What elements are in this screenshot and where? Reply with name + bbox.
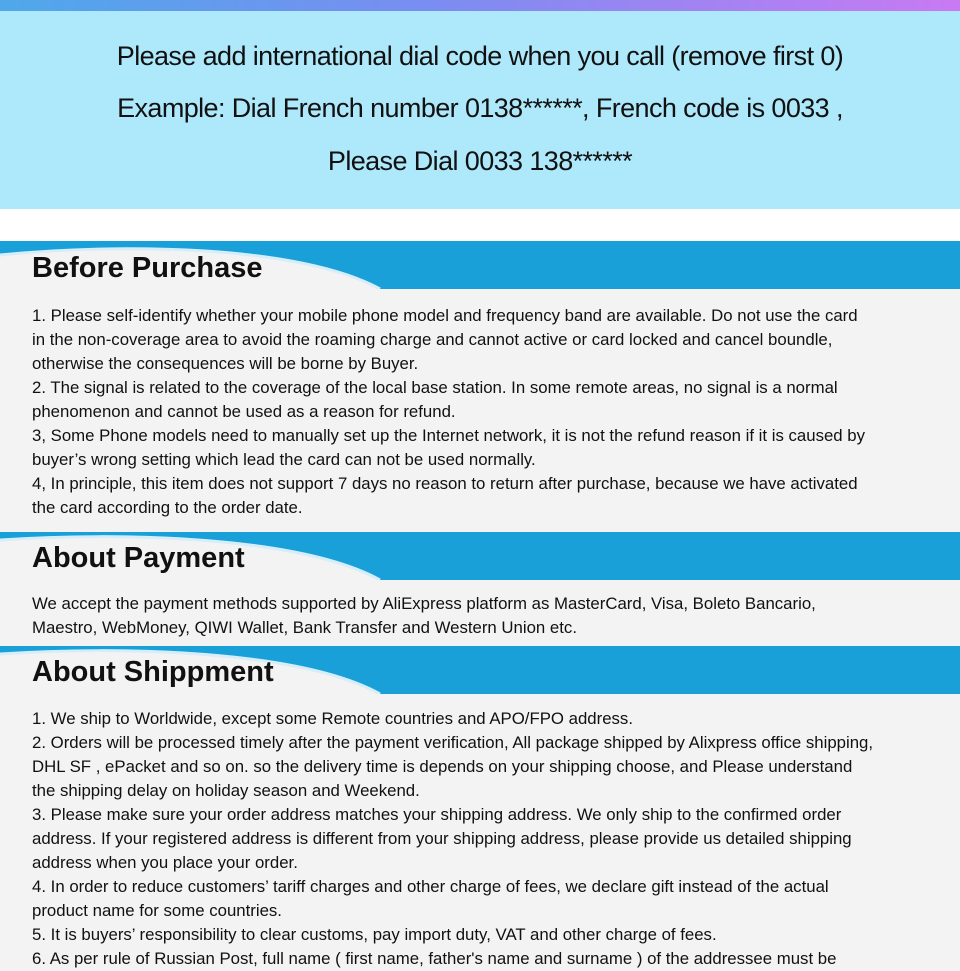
section-body-about-payment — [0, 580, 960, 646]
text-line: Maestro, WebMoney, QIWI Wallet, Bank Transfer and Western Union etc. — [32, 618, 577, 637]
text-line: We accept the payment methods supported by AliExpress platform as MasterCard, Visa, Boleto Bancario, — [32, 594, 816, 613]
notice-line-3: Please Dial 0033 138****** — [327, 146, 633, 176]
text-line: address when you place your order. — [32, 853, 298, 872]
text-line: DHL SF , ePacket and so on. so the delivery time is depends on your shipping choose, and Please understand — [32, 757, 853, 776]
text-line: phenomenon and cannot be used as a reason for refund. — [32, 402, 456, 421]
text-line: address. If your registered address is different from your shipping address, please provide us detailed shipping — [32, 829, 852, 848]
about-shippment-text — [32, 707, 937, 971]
notice-line-1: Please add international dial code when you call (remove first 0) — [116, 41, 844, 71]
section-header-about-shippment — [0, 646, 960, 694]
text-line: 3. Please make sure your order address matches your shipping address. We only ship to the confirmed order — [32, 805, 842, 824]
text-line: 4. In order to reduce customers’ tariff charges and other charge of fees, we declare gift instead of the actual — [32, 877, 829, 896]
text-line: the card according to the order date. — [32, 498, 303, 517]
text-line: 3, Some Phone models need to manually set up the Internet network, it is not the refund reason if it is caused by — [32, 426, 866, 445]
text-line: in the non-coverage area to avoid the roaming charge and cannot active or card locked and cancel boundle, — [32, 330, 833, 349]
section-body-about-shippment — [0, 694, 960, 968]
text-line: 1. Please self-identify whether your mobile phone model and frequency band are available. Do not use the card — [32, 306, 858, 325]
text-line: 4, In principle, this item does not support 7 days no reason to return after purchase, because we have activated — [32, 474, 858, 493]
section-body-before-purchase — [0, 289, 960, 532]
text-line: product name for some countries. — [32, 901, 282, 920]
text-line: 5. It is buyers’ responsibility to clear customs, pay import duty, VAT and other charge of fees. — [32, 925, 717, 944]
text-line: 6. As per rule of Russian Post, full name ( first name, father's name and surname ) of the addressee must be — [32, 949, 837, 968]
before-purchase-text — [32, 304, 937, 520]
dial-code-notice — [0, 11, 960, 209]
section-title: About Shippment — [32, 656, 274, 688]
notice-line-2: Example: Dial French number 0138******, French code is 0033 , — [117, 93, 843, 123]
text-line: 2. Orders will be processed timely after the payment verification, All package shipped by Alixpress office shipping, — [32, 733, 874, 752]
about-payment-text — [32, 592, 937, 640]
section-title: Before Purchase — [32, 252, 263, 284]
section-header-before-purchase — [0, 241, 960, 289]
top-gradient-bar — [0, 0, 960, 11]
text-line: 2. The signal is related to the coverage of the local base station. In some remote areas, no signal is a normal — [32, 378, 838, 397]
text-line: the shipping delay on holiday season and Weekend. — [32, 781, 420, 800]
text-line: otherwise the consequences will be borne by Buyer. — [32, 354, 419, 373]
white-spacer — [0, 209, 960, 241]
section-title: About Payment — [32, 542, 245, 574]
text-line: 1. We ship to Worldwide, except some Remote countries and APO/FPO address. — [32, 709, 633, 728]
section-header-about-payment — [0, 532, 960, 580]
text-line: buyer’s wrong setting which lead the card can not be used normally. — [32, 450, 536, 469]
